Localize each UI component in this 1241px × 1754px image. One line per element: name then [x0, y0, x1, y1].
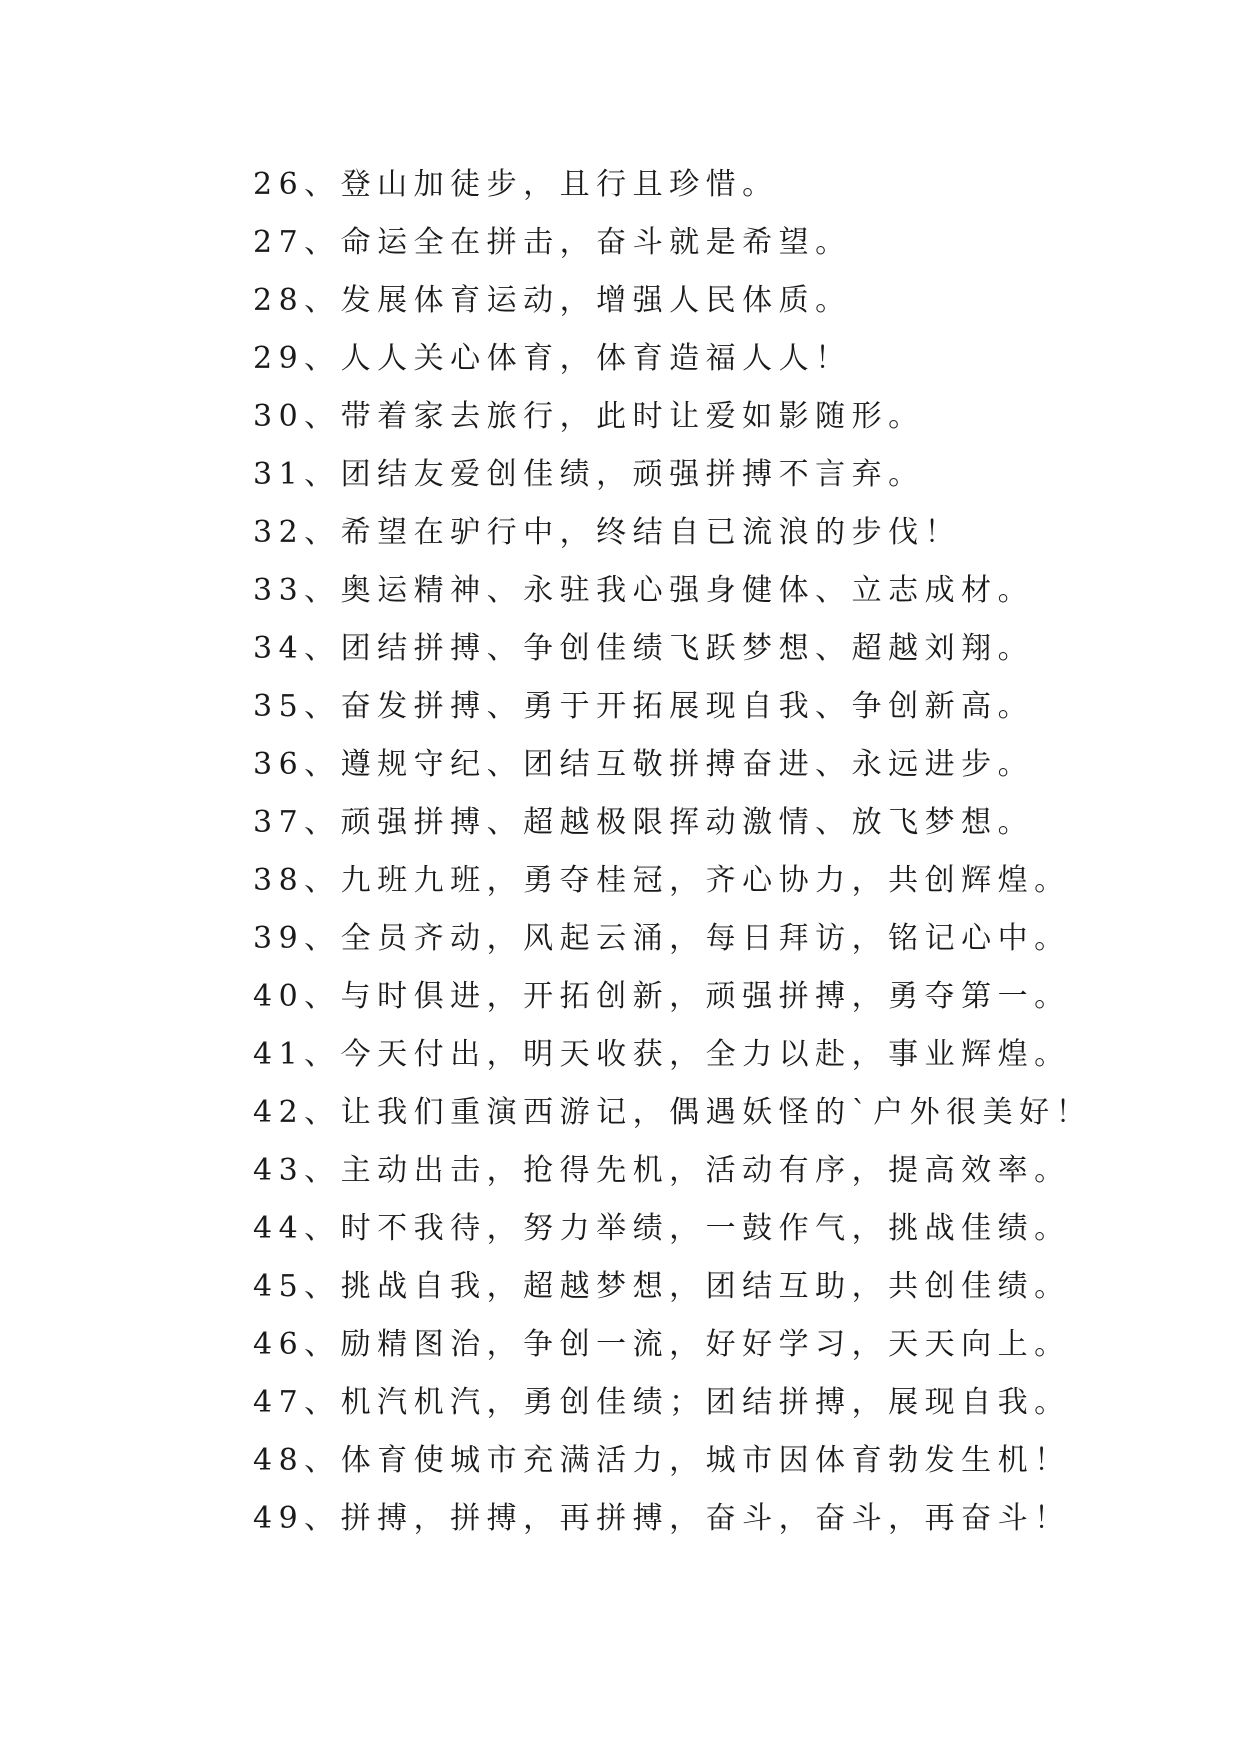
slogan-line-40: 40、与时俱进，开拓创新，顽强拼搏，勇夺第一。	[253, 979, 1071, 1014]
slogan-line-28: 28、发展体育运动，增强人民体质。	[253, 283, 852, 318]
slogan-line-36: 36、遵规守纪、团结互敬拼搏奋进、永远进步。	[253, 747, 1035, 782]
slogan-line-45: 45、挑战自我，超越梦想，团结互助，共创佳绩。	[253, 1269, 1071, 1304]
slogan-line-32: 32、希望在驴行中，终结自已流浪的步伐！	[253, 515, 962, 550]
slogan-line-33: 33、奥运精神、永驻我心强身健体、立志成材。	[253, 573, 1035, 608]
slogan-line-29: 29、人人关心体育，体育造福人人！	[253, 341, 852, 376]
slogan-line-26: 26、登山加徒步，且行且珍惜。	[253, 167, 779, 202]
slogan-line-34: 34、团结拼搏、争创佳绩飞跃梦想、超越刘翔。	[253, 631, 1035, 666]
slogan-line-30: 30、带着家去旅行，此时让爱如影随形。	[253, 399, 925, 434]
slogan-line-38: 38、九班九班，勇夺桂冠，齐心协力，共创辉煌。	[253, 863, 1071, 898]
slogan-line-49: 49、拼搏，拼搏，再拼搏，奋斗，奋斗，再奋斗！	[253, 1501, 1071, 1536]
slogan-line-48: 48、体育使城市充满活力，城市因体育勃发生机！	[253, 1443, 1071, 1478]
slogan-line-44: 44、时不我待，努力举绩，一鼓作气，挑战佳绩。	[253, 1211, 1071, 1246]
slogan-line-37: 37、顽强拼搏、超越极限挥动激情、放飞梦想。	[253, 805, 1035, 840]
slogan-line-41: 41、今天付出，明天收获，全力以赴，事业辉煌。	[253, 1037, 1071, 1072]
slogan-list	[253, 156, 1153, 1548]
slogan-line-27: 27、命运全在拼击，奋斗就是希望。	[253, 225, 852, 260]
slogan-line-46: 46、励精图治，争创一流，好好学习，天天向上。	[253, 1327, 1071, 1362]
slogan-line-42: 42、让我们重演西游记，偶遇妖怪的`户外很美好！	[253, 1095, 1093, 1130]
slogan-line-31: 31、团结友爱创佳绩，顽强拼搏不言弃。	[253, 457, 925, 492]
slogan-line-35: 35、奋发拼搏、勇于开拓展现自我、争创新高。	[253, 689, 1035, 724]
slogan-line-39: 39、全员齐动，风起云涌，每日拜访，铭记心中。	[253, 921, 1071, 956]
slogan-line-47: 47、机汽机汽，勇创佳绩；团结拼搏，展现自我。	[253, 1385, 1071, 1420]
slogan-line-43: 43、主动出击，抢得先机，活动有序，提高效率。	[253, 1153, 1071, 1188]
